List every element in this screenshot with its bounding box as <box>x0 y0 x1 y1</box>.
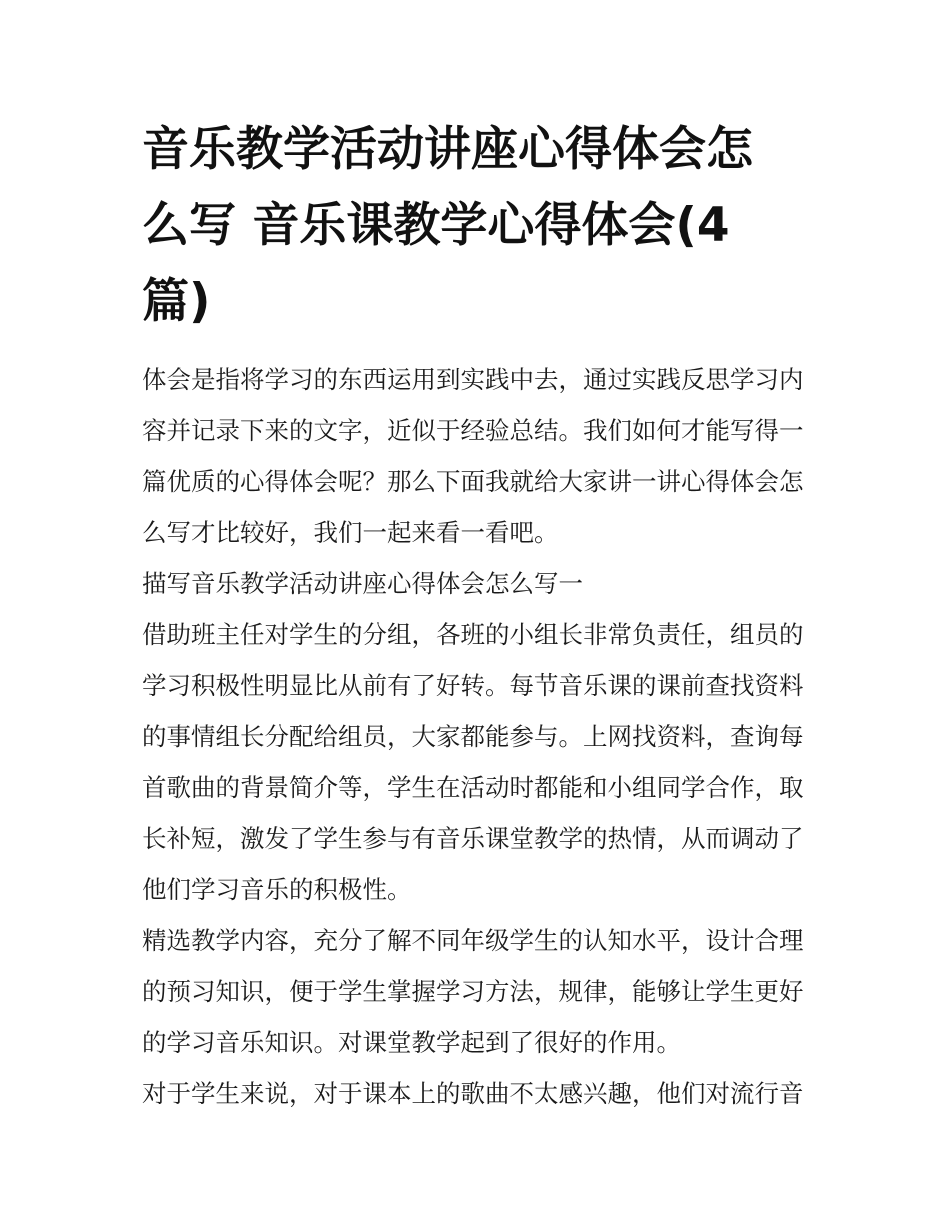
title-line: 篇) <box>142 274 211 329</box>
document-content <box>142 112 814 1119</box>
text-line: 容并记录下来的文字，近似于经验总结。我们如何才能写得一 <box>142 416 804 445</box>
text-line: 的事情组长分配给组员，大家都能参与。上网找资料，查询每 <box>142 722 804 751</box>
document-title <box>142 112 814 340</box>
text-line: 学习积极性明显比从前有了好转。每节音乐课的课前查找资料 <box>142 671 804 700</box>
intro-paragraph <box>142 354 814 558</box>
text-line: 么写才比较好，我们一起来看一看吧。 <box>142 518 559 547</box>
body-paragraph <box>142 915 814 1068</box>
text-line: 长补短，激发了学生参与有音乐课堂教学的热情，从而调动了 <box>142 824 804 853</box>
document-body <box>142 354 814 1119</box>
text-line: 首歌曲的背景简介等，学生在活动时都能和小组同学合作，取 <box>142 773 804 802</box>
text-line: 精选教学内容，充分了解不同年级学生的认知水平，设计合理 <box>142 926 804 955</box>
body-paragraph <box>142 609 814 915</box>
title-line: 么写 音乐课教学心得体会(4 <box>142 198 730 253</box>
text-line: 体会是指将学习的东西运用到实践中去，通过实践反思学习内 <box>142 365 804 394</box>
text-line: 借助班主任对学生的分组，各班的小组长非常负责任，组员的 <box>142 620 804 649</box>
text-line: 篇优质的心得体会呢？那么下面我就给大家讲一讲心得体会怎 <box>142 467 804 496</box>
text-line: 描写音乐教学活动讲座心得体会怎么写一 <box>142 569 583 598</box>
section-heading <box>142 558 814 609</box>
text-line: 的预习知识，便于学生掌握学习方法，规律，能够让学生更好 <box>142 977 804 1006</box>
text-line: 的学习音乐知识。对课堂教学起到了很好的作用。 <box>142 1028 681 1057</box>
text-line: 他们学习音乐的积极性。 <box>142 875 412 904</box>
body-paragraph <box>142 1068 814 1119</box>
text-line: 对于学生来说，对于课本上的歌曲不太感兴趣，他们对流行音 <box>142 1079 804 1108</box>
title-line: 音乐教学活动讲座心得体会怎 <box>142 122 753 177</box>
